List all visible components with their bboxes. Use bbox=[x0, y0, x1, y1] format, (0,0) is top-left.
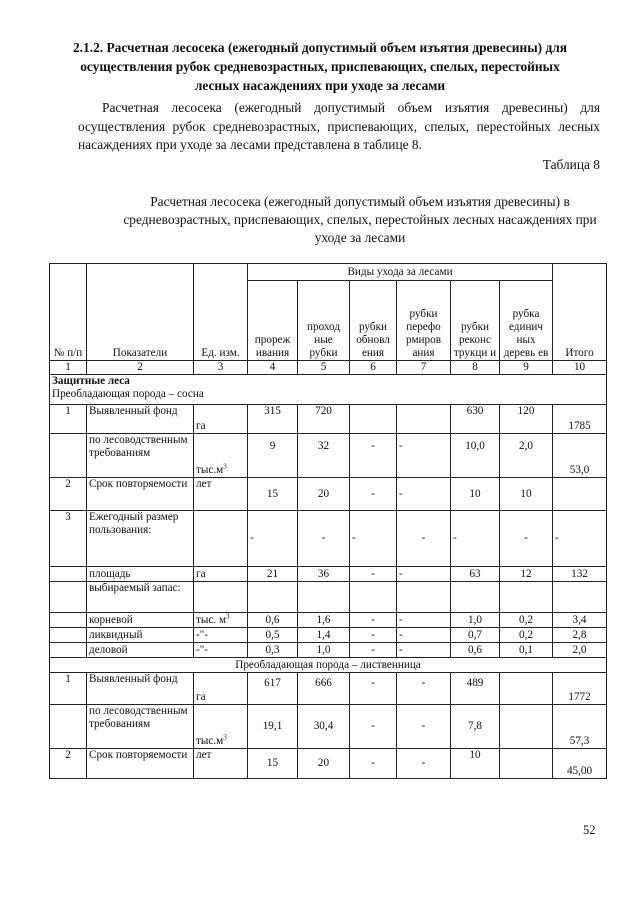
col-number: 7 bbox=[397, 361, 451, 375]
table-row bbox=[50, 434, 607, 478]
row-name: Срок повторяемости bbox=[87, 478, 194, 511]
header-type: проход ные рубки bbox=[298, 281, 350, 361]
cell bbox=[500, 705, 553, 749]
header-types-group: Виды ухода за лесами bbox=[248, 264, 553, 281]
cell: 1,6 bbox=[298, 613, 350, 628]
cell: 720 bbox=[298, 405, 350, 434]
header-unit: Ед. изм. bbox=[194, 264, 248, 361]
header-type: рубки перефо рмиров ания bbox=[397, 281, 451, 361]
row-unit: га bbox=[194, 567, 248, 582]
cell: - bbox=[350, 628, 397, 643]
table-row bbox=[50, 405, 607, 434]
row-unit: $тыс.м^3$ bbox=[194, 705, 248, 749]
section-title: Защитные леса bbox=[52, 375, 130, 387]
row-num: 3 bbox=[50, 511, 87, 567]
row-name: ликвидный bbox=[87, 628, 194, 643]
cell bbox=[397, 405, 451, 434]
table-row bbox=[50, 749, 607, 779]
cell: 1,0 bbox=[298, 643, 350, 658]
cell: - bbox=[397, 643, 451, 658]
row-name: Ежегодный размер пользования: bbox=[87, 511, 194, 567]
col-number: 8 bbox=[451, 361, 500, 375]
row-num: 1 bbox=[50, 673, 87, 705]
header-type: прореж ивания bbox=[248, 281, 298, 361]
table-label: Таблица 8 bbox=[542, 157, 600, 172]
cell bbox=[500, 673, 553, 705]
table-row bbox=[50, 567, 607, 582]
cell-total: 2,0 bbox=[553, 643, 607, 658]
row-num: 2 bbox=[50, 749, 87, 779]
cell: - bbox=[397, 567, 451, 582]
table-row bbox=[50, 628, 607, 643]
cell: 19,1 bbox=[248, 705, 298, 749]
header-indicators: Показатели bbox=[87, 264, 194, 361]
row-unit: лет bbox=[194, 478, 248, 511]
cell: 32 bbox=[298, 434, 350, 478]
col-number: 1 bbox=[50, 361, 87, 375]
cell: - bbox=[350, 643, 397, 658]
cell: - bbox=[350, 478, 397, 511]
cell: 7,8 bbox=[451, 705, 500, 749]
cell: 0,2 bbox=[500, 613, 553, 628]
cell: 30,4 bbox=[298, 705, 350, 749]
cell: - bbox=[350, 434, 397, 478]
allowable-cut-table bbox=[49, 263, 607, 779]
column-numbers-row bbox=[50, 361, 607, 375]
cell: - bbox=[397, 511, 451, 567]
row-unit: $тыс.м^3$ bbox=[194, 434, 248, 478]
row-name: площадь bbox=[87, 567, 194, 582]
cell: 1,0 bbox=[451, 613, 500, 628]
table-caption: Расчетная лесосека (ежегодный допустимый объем изъятия древесины) в средневозрастных, приспевающих, спелых, перестойных лесных насаждениях при уходе за лесами bbox=[123, 194, 597, 245]
col-number: 3 bbox=[194, 361, 248, 375]
cell: - bbox=[397, 705, 451, 749]
cell-total: 57,3 bbox=[553, 705, 607, 749]
col-number: 10 bbox=[553, 361, 607, 375]
table-row bbox=[50, 705, 607, 749]
cell: 2,0 bbox=[500, 434, 553, 478]
cell: - bbox=[350, 705, 397, 749]
cell: 0,5 bbox=[248, 628, 298, 643]
cell-total: 132 bbox=[553, 567, 607, 582]
table-row bbox=[50, 673, 607, 705]
col-number: 6 bbox=[350, 361, 397, 375]
row-unit: лет bbox=[194, 749, 248, 779]
section-subtitle: Преобладающая порода – лиственница bbox=[50, 658, 607, 673]
cell-total: 2,8 bbox=[553, 628, 607, 643]
row-name: корневой bbox=[87, 613, 194, 628]
cell-total: 1772 bbox=[553, 673, 607, 705]
header-total: Итого bbox=[553, 264, 607, 361]
section-heading: 2.1.2. Расчетная лесосека (ежегодный допустимый объем изъятия древесины) для осуществления рубок средневозрастных, приспевающих, спелых, перестойных лесных насаждениях при уходе за лесами bbox=[72, 40, 567, 93]
cell bbox=[350, 405, 397, 434]
header-type: рубка единич ных деревь ев bbox=[500, 281, 553, 361]
cell: 0,7 bbox=[451, 628, 500, 643]
cell-total: 3,4 bbox=[553, 613, 607, 628]
cell: 12 bbox=[500, 567, 553, 582]
cell: - bbox=[451, 511, 500, 567]
row-unit: га bbox=[194, 405, 248, 434]
cell: 63 bbox=[451, 567, 500, 582]
cell: - bbox=[397, 628, 451, 643]
row-num: 1 bbox=[50, 405, 87, 434]
cell-total: - bbox=[553, 511, 607, 567]
cell: 20 bbox=[298, 749, 350, 779]
intro-paragraph: Расчетная лесосека (ежегодный допустимый объем изъятия древесины) для осуществления рубок средневозрастных, приспевающих, спелых, перестойных лесных насаждениях при уходе за лесами представлена в таблице 8. bbox=[78, 100, 600, 152]
cell: 120 bbox=[500, 405, 553, 434]
cell: 20 bbox=[298, 478, 350, 511]
cell: 15 bbox=[248, 478, 298, 511]
section-header-row bbox=[50, 375, 607, 405]
col-number: 5 bbox=[298, 361, 350, 375]
cell: 0,1 bbox=[500, 643, 553, 658]
col-number: 4 bbox=[248, 361, 298, 375]
row-unit: -"- bbox=[194, 628, 248, 643]
section-subtitle: Преобладающая порода – сосна bbox=[52, 388, 204, 400]
row-name: по лесоводственным требованиям bbox=[87, 434, 194, 478]
page-number: 52 bbox=[583, 823, 596, 837]
cell: - bbox=[350, 673, 397, 705]
cell: - bbox=[298, 511, 350, 567]
cell: 666 bbox=[298, 673, 350, 705]
cell-total bbox=[553, 478, 607, 511]
row-name: деловой bbox=[87, 643, 194, 658]
cell: - bbox=[350, 567, 397, 582]
cell: - bbox=[350, 749, 397, 779]
cell: - bbox=[397, 673, 451, 705]
cell: 15 bbox=[248, 749, 298, 779]
row-name: Выявленный фонд bbox=[87, 405, 194, 434]
row-name: выбираемый запас: bbox=[87, 582, 194, 613]
row-name: Выявленный фонд bbox=[87, 673, 194, 705]
cell bbox=[500, 749, 553, 779]
row-num: 2 bbox=[50, 478, 87, 511]
header-type: рубки реконс трукци и bbox=[451, 281, 500, 361]
cell: - bbox=[248, 511, 298, 567]
row-name: Срок повторяемости bbox=[87, 749, 194, 779]
table-row bbox=[50, 582, 607, 613]
col-number: 9 bbox=[500, 361, 553, 375]
cell: 1,4 bbox=[298, 628, 350, 643]
cell: 0,3 bbox=[248, 643, 298, 658]
cell: 489 bbox=[451, 673, 500, 705]
table-row bbox=[50, 643, 607, 658]
cell: - bbox=[350, 511, 397, 567]
cell: - bbox=[397, 478, 451, 511]
row-unit: -"- bbox=[194, 643, 248, 658]
cell-total: 53,0 bbox=[553, 434, 607, 478]
cell: 10,0 bbox=[451, 434, 500, 478]
cell: 315 bbox=[248, 405, 298, 434]
cell-total: 45,00 bbox=[553, 749, 607, 779]
table-row bbox=[50, 478, 607, 511]
header-type: рубки обновл ения bbox=[350, 281, 397, 361]
cell: 617 bbox=[248, 673, 298, 705]
cell: - bbox=[500, 511, 553, 567]
cell: 9 bbox=[248, 434, 298, 478]
cell: 10 bbox=[500, 478, 553, 511]
cell: - bbox=[397, 749, 451, 779]
cell: - bbox=[397, 613, 451, 628]
cell: 0,6 bbox=[451, 643, 500, 658]
table-row bbox=[50, 511, 607, 567]
cell: - bbox=[350, 613, 397, 628]
header-num: № п/п bbox=[50, 264, 87, 361]
cell: 630 bbox=[451, 405, 500, 434]
cell: 0,6 bbox=[248, 613, 298, 628]
section-header-row bbox=[50, 658, 607, 673]
cell: - bbox=[397, 434, 451, 478]
cell: 21 bbox=[248, 567, 298, 582]
row-unit: тыс. $м^3$ bbox=[194, 613, 248, 628]
cell: 0,2 bbox=[500, 628, 553, 643]
col-number: 2 bbox=[87, 361, 194, 375]
cell: 10 bbox=[451, 749, 500, 779]
row-name: по лесоводственным требованиям bbox=[87, 705, 194, 749]
cell: 10 bbox=[451, 478, 500, 511]
cell: 36 bbox=[298, 567, 350, 582]
table-row bbox=[50, 613, 607, 628]
cell-total: 1785 bbox=[553, 405, 607, 434]
row-unit: га bbox=[194, 673, 248, 705]
